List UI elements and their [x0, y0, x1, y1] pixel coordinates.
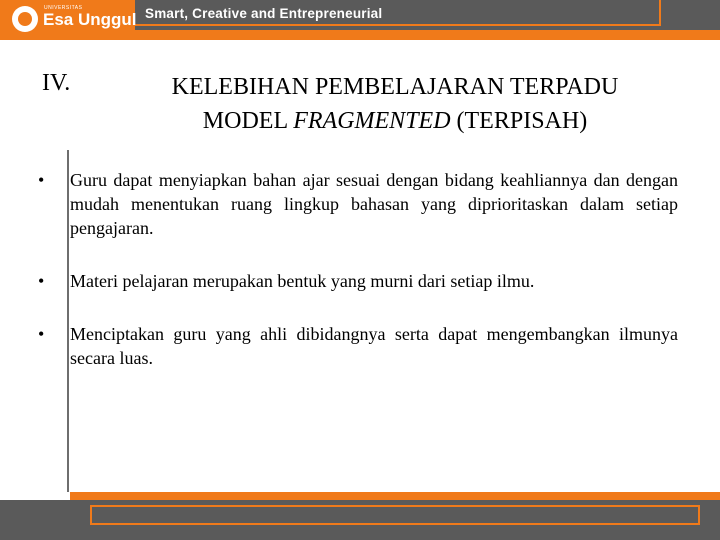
bullet-dot-icon: • [38, 324, 45, 344]
bullet-text: Menciptakan guru yang ahli dibidangnya serta dapat mengembangkan ilmunya secara luas. [70, 324, 678, 368]
logo-emblem-icon [12, 6, 38, 32]
bullet-text: Materi pelajaran merupakan bentuk yang murni dari setiap ilmu. [70, 271, 535, 291]
slide-title [120, 70, 670, 138]
bullet-item [38, 269, 678, 293]
bullet-dot-icon: • [38, 271, 45, 291]
bullet-item [38, 168, 678, 240]
title-line-2-italic: FRAGMENTED [293, 108, 451, 134]
logo-small-text: UNIVERSITAS [44, 5, 83, 11]
university-logo [8, 4, 137, 34]
bullet-text: Guru dapat menyiapkan bahan ajar sesuai dengan bidang keahliannya dan dengan mudah menentukan ruang lingkup bahasan yang diprioritaskan dalam setiap pengajaran. [70, 170, 678, 238]
title-line-2-end: (TERPISAH) [450, 108, 588, 134]
section-number: IV. [42, 70, 71, 96]
footer-outline-box [90, 505, 700, 525]
title-line-1: KELEBIHAN PEMBELAJARAN TERPADU [171, 74, 619, 100]
title-line-2-start: MODEL [202, 108, 294, 134]
bullet-dot-icon: • [38, 170, 45, 190]
bullet-list [38, 168, 678, 370]
tagline: Smart, Creative and Entrepreneurial [145, 6, 383, 21]
logo-text: Esa Unggul [43, 10, 137, 29]
title-line-2 [120, 104, 670, 138]
bullet-item [38, 322, 678, 370]
footer-notch [0, 492, 70, 500]
